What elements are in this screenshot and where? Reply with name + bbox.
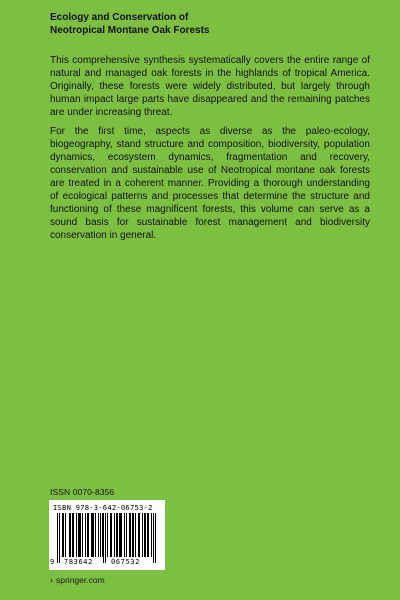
barcode-bar <box>70 513 71 557</box>
barcode-bar <box>79 513 80 557</box>
barcode-bar <box>148 513 149 557</box>
book-title-line-1: Ecology and Conservation of <box>50 12 189 23</box>
barcode-bar <box>69 513 70 557</box>
barcode-digits-group-1: 783642 <box>64 558 93 566</box>
barcode-bar <box>120 513 121 557</box>
barcode-bar <box>124 513 125 557</box>
publisher-link[interactable] <box>50 575 105 585</box>
barcode-bar <box>59 513 60 563</box>
barcode-bar <box>88 513 89 557</box>
barcode-bar <box>98 513 99 557</box>
barcode-bar <box>147 513 148 557</box>
barcode-bar <box>87 513 88 557</box>
barcode-bar <box>92 513 93 557</box>
barcode-bar <box>111 513 112 557</box>
barcode-bar <box>114 513 115 557</box>
barcode-bar <box>105 513 106 563</box>
blurb <box>50 54 370 248</box>
barcode-bar <box>153 513 154 563</box>
barcode-bar <box>107 513 108 557</box>
barcode-bar <box>73 513 74 557</box>
barcode-bar <box>57 513 58 563</box>
barcode-bar <box>78 513 79 557</box>
barcode-bar <box>93 513 94 557</box>
barcode-bar <box>117 513 118 557</box>
barcode-bar <box>144 513 145 557</box>
barcode-bar <box>121 513 122 557</box>
barcode-digit-first: 9 <box>50 558 55 566</box>
barcode-bar <box>139 513 140 557</box>
issn-label: ISSN 0070-8356 <box>50 487 115 497</box>
barcode-bar <box>129 513 130 557</box>
barcode-bar <box>80 513 81 557</box>
book-title <box>50 12 370 37</box>
barcode-bar <box>100 513 101 557</box>
isbn-text: ISBN 978-3-642-06753-2 <box>53 503 153 512</box>
barcode-bar <box>110 513 111 557</box>
barcode-bar <box>76 513 77 557</box>
barcode-bar <box>82 513 83 557</box>
barcode-bar <box>126 513 127 557</box>
barcode-bar <box>85 513 86 557</box>
barcode-bar <box>72 513 73 557</box>
isbn-barcode <box>49 500 165 570</box>
barcode-bars <box>57 513 157 563</box>
blurb-paragraph-2: For the first time, aspects as diverse as the paleo-ecology, biogeography, stand structure and composition, biodiversity, population dynamics, ecosystem dynamics, fragmentation and recovery, conservation and sustainable use of Neotropical montane oak forests are treated in a coherent manner. Providing a thorough understanding of ecological patterns and processes that determine the structure and functioning of these magnificent forests, this volume can serve as a sound basis for sustainable forest management and biodiversity conservation in general. <box>50 126 370 241</box>
barcode-bar <box>102 513 103 557</box>
barcode-digits-group-2: 067532 <box>111 558 140 566</box>
barcode-bar <box>103 513 104 563</box>
blurb-paragraph-1: This comprehensive synthesis systematically covers the entire range of natural and managed oak forests in the highlands of tropical America. Originally, these forests were widely distributed, but largely through human impact large parts have disappeared and the remaining patches are under increasing threat. <box>50 55 370 118</box>
barcode-bar <box>142 513 143 557</box>
barcode-bar <box>63 513 64 557</box>
barcode-digits <box>49 557 165 569</box>
barcode-bar <box>155 513 156 563</box>
barcode-bar <box>151 513 152 557</box>
barcode-bar <box>145 513 146 557</box>
barcode-bar <box>116 513 117 557</box>
barcode-bar <box>95 513 96 557</box>
barcode-bar <box>119 513 120 557</box>
book-title-line-2: Neotropical Montane Oak Forests <box>50 24 210 36</box>
barcode-bar <box>135 513 136 557</box>
barcode-bar <box>130 513 131 557</box>
barcode-bar <box>65 513 66 557</box>
barcode-bar <box>91 513 92 557</box>
barcode-bar <box>132 513 133 557</box>
barcode-bar <box>133 513 134 557</box>
barcode-bar <box>138 513 139 557</box>
chevron-right-icon: › <box>50 575 53 585</box>
publisher-link-label: springer.com <box>56 575 105 585</box>
barcode-bar <box>62 513 63 557</box>
